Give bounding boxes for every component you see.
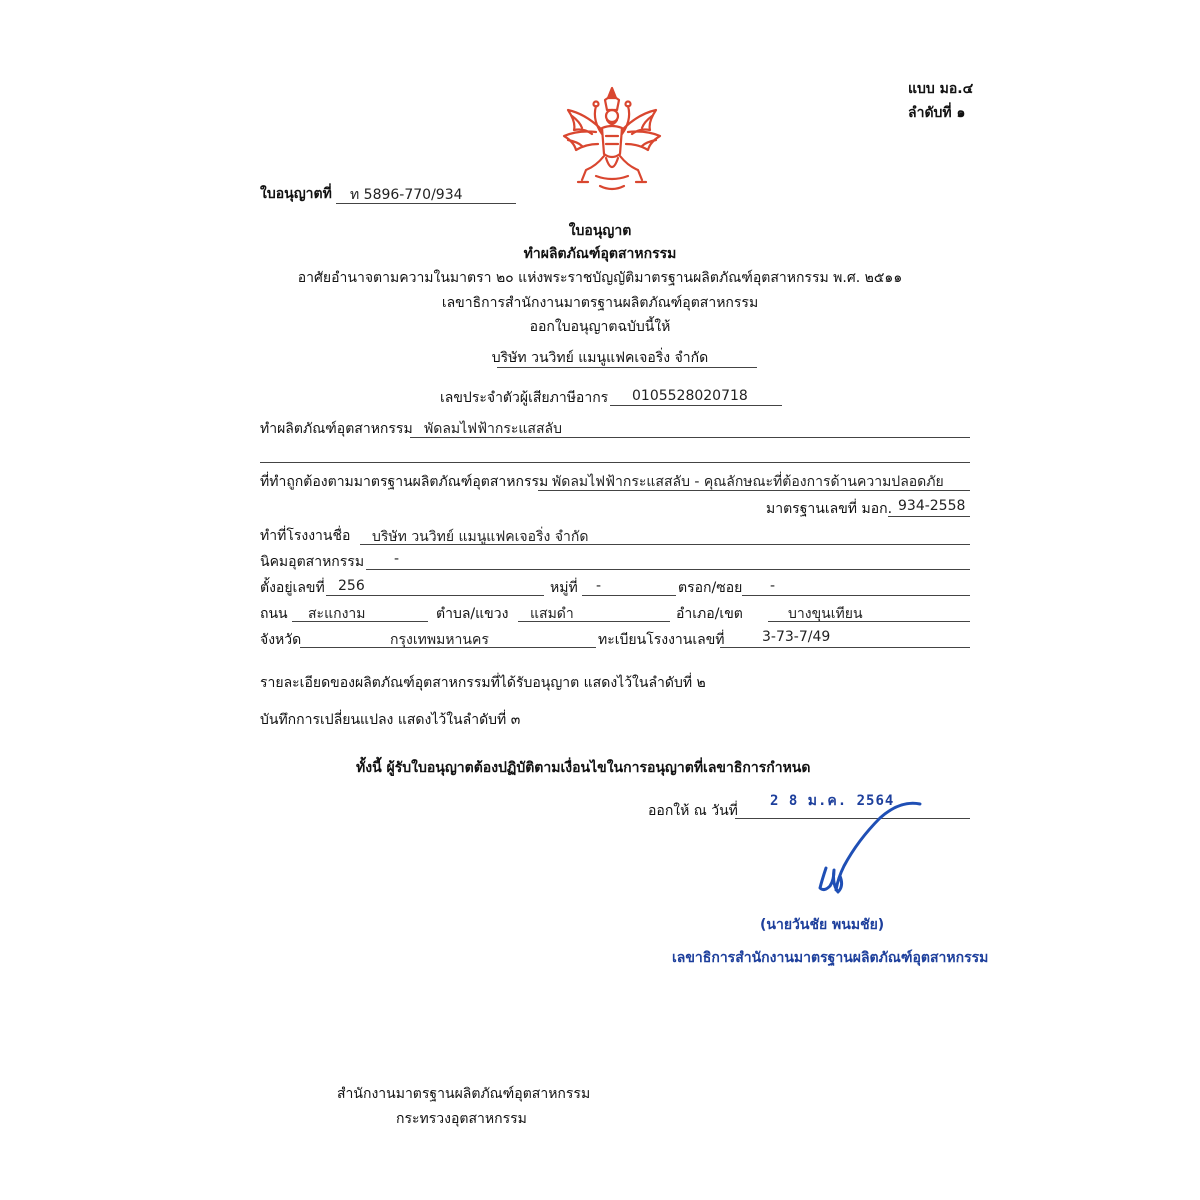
moo-label: หมู่ที่ bbox=[550, 580, 578, 596]
district-label: อำเภอ/เขต bbox=[676, 606, 743, 622]
standard-number-label: มาตรฐานเลขที่ มอก. bbox=[766, 501, 893, 517]
district-underline bbox=[768, 621, 970, 622]
address-no-label: ตั้งอยู่เลขที่ bbox=[260, 580, 325, 596]
product-value: พัดลมไฟฟ้ากระแสสลับ bbox=[424, 421, 562, 437]
province-value: กรุงเทพมหานคร bbox=[390, 632, 489, 648]
estate-underline bbox=[366, 569, 970, 570]
factory-name-underline bbox=[360, 544, 970, 545]
form-code: แบบ มอ.๔ bbox=[908, 81, 974, 97]
standard-value: พัดลมไฟฟ้ากระแสสลับ - คุณลักษณะที่ต้องการด้านความปลอดภัย bbox=[552, 474, 944, 490]
road-label: ถนน bbox=[260, 606, 288, 622]
address-no-value: 256 bbox=[338, 578, 365, 594]
road-value: สะแกงาม bbox=[308, 606, 366, 622]
conditions-clause: ทั้งนี้ ผู้รับใบอนุญาตต้องปฏิบัติตามเงื่อนไขในการอนุญาตที่เลขาธิการกำหนด bbox=[356, 760, 811, 776]
issue-date-label: ออกให้ ณ วันที่ bbox=[648, 803, 738, 819]
soi-value: - bbox=[770, 578, 776, 594]
license-number-value: ท 5896-770/934 bbox=[350, 187, 463, 203]
road-underline bbox=[292, 621, 428, 622]
product-details-note: รายละเอียดของผลิตภัณฑ์อุตสาหกรรมที่ได้รับอนุญาต แสดงไว้ในลำดับที่ ๒ bbox=[260, 675, 706, 691]
factory-name-value: บริษัท วนวิทย์ แมนูแฟคเจอริ่ง จำกัด bbox=[372, 529, 589, 545]
product-underline bbox=[410, 437, 970, 438]
factory-reg-value: 3-73-7/49 bbox=[762, 629, 831, 645]
factory-name-label: ทำที่โรงงานชื่อ bbox=[260, 528, 351, 544]
estate-value: - bbox=[394, 551, 400, 567]
standard-number-value: 934-2558 bbox=[898, 498, 966, 514]
subdistrict-value: แสมดำ bbox=[530, 606, 574, 622]
address-no-underline bbox=[326, 595, 544, 596]
tax-id-value: 0105528020718 bbox=[632, 388, 748, 404]
product-label: ทำผลิตภัณฑ์อุตสาหกรรม bbox=[260, 421, 413, 437]
signatory-name: (นายวันชัย พนมชัย) bbox=[760, 917, 885, 933]
province-underline bbox=[300, 647, 596, 648]
signatory-title: เลขาธิการสำนักงานมาตรฐานผลิตภัณฑ์อุตสาหกรรม bbox=[672, 950, 989, 966]
subdistrict-underline bbox=[518, 621, 670, 622]
factory-reg-label: ทะเบียนโรงงานเลขที่ bbox=[598, 632, 725, 648]
district-value: บางขุนเทียน bbox=[788, 606, 863, 622]
license-number-label: ใบอนุญาตที่ bbox=[260, 186, 332, 202]
standard-underline bbox=[538, 490, 970, 491]
sequence-label: ลำดับที่ ๑ bbox=[908, 105, 966, 121]
license-number-underline bbox=[336, 203, 516, 204]
footer-ministry: กระทรวงอุตสาหกรรม bbox=[396, 1111, 527, 1127]
issue-date-stamp: 2 8 ม.ค. 2564 bbox=[770, 793, 895, 809]
issue-clause: ออกใบอนุญาตฉบับนี้ให้ bbox=[529, 319, 671, 335]
document-subtitle: ทำผลิตภัณฑ์อุตสาหกรรม bbox=[523, 246, 677, 262]
soi-label: ตรอก/ซอย bbox=[678, 580, 743, 596]
moo-value: - bbox=[596, 578, 602, 594]
licensee-underline bbox=[497, 367, 757, 368]
issuer-title: เลขาธิการสำนักงานมาตรฐานผลิตภัณฑ์อุตสาหกรรม bbox=[441, 295, 759, 311]
product-underline-2 bbox=[260, 462, 970, 463]
signature-mark bbox=[800, 796, 930, 900]
authority-clause: อาศัยอำนาจตามความในมาตรา ๒๐ แห่งพระราชบัญญัติมาตรฐานผลิตภัณฑ์อุตสาหกรรม พ.ศ. ๒๕๑๑ bbox=[297, 270, 903, 286]
footer-office: สำนักงานมาตรฐานผลิตภัณฑ์อุตสาหกรรม bbox=[337, 1086, 591, 1102]
estate-label: นิคมอุตสาหกรรม bbox=[260, 554, 365, 570]
standard-label: ที่ทำถูกต้องตามมาตรฐานผลิตภัณฑ์อุตสาหกรรม bbox=[260, 474, 549, 490]
licensee-name: บริษัท วนวิทย์ แมนูแฟคเจอริ่ง จำกัด bbox=[491, 350, 709, 366]
change-record-note: บันทึกการเปลี่ยนแปลง แสดงไว้ในลำดับที่ ๓ bbox=[260, 712, 521, 728]
subdistrict-label: ตำบล/แขวง bbox=[436, 606, 509, 622]
garuda-emblem-icon bbox=[556, 84, 668, 196]
soi-underline bbox=[742, 595, 970, 596]
standard-number-underline bbox=[888, 516, 970, 517]
factory-reg-underline bbox=[720, 647, 970, 648]
province-label: จังหวัด bbox=[260, 632, 302, 648]
tax-id-label: เลขประจำตัวผู้เสียภาษีอากร bbox=[440, 390, 609, 406]
tax-id-underline bbox=[610, 405, 782, 406]
moo-underline bbox=[582, 595, 676, 596]
document-title: ใบอนุญาต bbox=[568, 223, 632, 239]
